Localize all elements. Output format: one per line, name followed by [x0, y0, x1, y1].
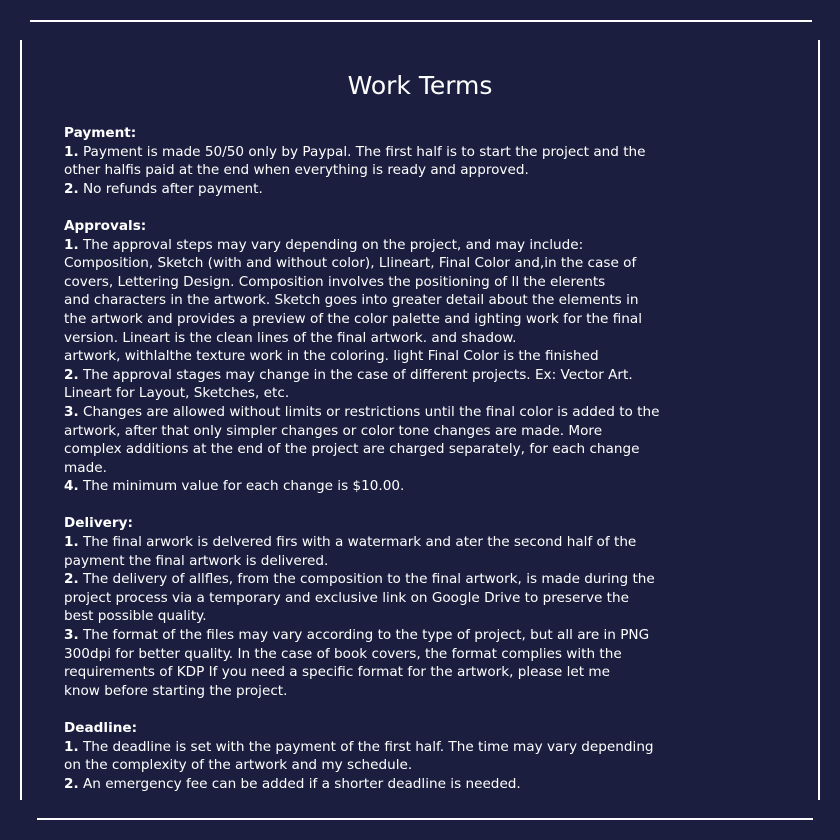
bottom-border-line [37, 818, 813, 820]
section-heading: Payment: [64, 125, 137, 141]
term-number: 3. [64, 403, 79, 420]
term-text: The deadline is set with the payment of the first half. The time may vary depending on the complexity of the artwork and my schedule. [64, 738, 654, 774]
term-item [64, 570, 764, 626]
section-deadline [64, 719, 764, 793]
term-item [64, 366, 764, 403]
section-approvals [64, 217, 764, 496]
term-text: The format of the files may vary according to the type of project, but all are in PNG 300dpi for better quality. In the case of book covers, the format complies with the requirements of KDP If you need a specific format for the artwork, please let me know before starting the project. [64, 627, 650, 699]
page-title: Work Terms [347, 70, 493, 100]
section-payment [64, 124, 764, 198]
term-number: 3. [64, 627, 79, 644]
term-number: 4. [64, 478, 79, 495]
term-number: 1. [64, 534, 79, 551]
term-number: 2. [64, 775, 79, 792]
term-text: The minimum value for each change is $10.00. [82, 478, 405, 495]
section-heading: Delivery: [64, 515, 133, 532]
term-number: 1. [64, 236, 79, 253]
term-item [64, 236, 764, 366]
top-border-line [30, 20, 812, 22]
section-heading: Deadline: [64, 720, 138, 736]
term-number: 2. [64, 366, 79, 383]
section-heading: Approvals: [64, 217, 147, 234]
term-number: 2. [64, 180, 79, 197]
term-text: The approval stages may change in the case of different projects. Ex: Vector Art. Lineart for Layout, Sketches, etc. [64, 366, 633, 402]
section-delivery [64, 514, 764, 700]
term-text: An emergency fee can be added if a shorter deadline is needed. [82, 775, 521, 792]
terms-content [64, 124, 764, 812]
term-item [64, 626, 764, 700]
right-border-line [818, 40, 820, 800]
term-item [64, 143, 764, 180]
term-item [64, 180, 764, 199]
term-number: 1. [64, 738, 79, 755]
term-number: 1. [64, 143, 79, 160]
term-text: Payment is made 50/50 only by Paypal. The first half is to start the project and the other halfis paid at the end when everything is ready and approved. [64, 143, 646, 179]
term-item [64, 738, 764, 775]
term-text: No refunds after payment. [82, 180, 263, 197]
left-border-line [20, 40, 22, 800]
term-item [64, 775, 764, 794]
term-text: Changes are allowed without limits or restrictions until the final color is added to the artwork, after that only simpler changes or color tone changes are made. More complex additions at the end of the project are charged separately, for each change made. [64, 403, 660, 476]
term-text: The approval steps may vary depending on the project, and may include: Composition, Sketch (with and without color), Llineart, Final Color and,in the case of covers, Lettering Design. Composition involves the positioning of ll the elerents and characters in the artwork. Sketch goes into greater detail about the elements in the artwork and provides a preview of the color palette and ighting work for the final version. Lineart is the clean lines of the final artwork. and shadow. artwork, withlalthe texture work in the coloring. light Final Color is the finished [64, 236, 643, 365]
term-item [64, 403, 764, 477]
term-number: 2. [64, 571, 79, 588]
term-text: The delivery of allfles, from the composition to the final artwork, is made during the project process via a temporary and exclusive link on Google Drive to preserve the best possible quality. [64, 571, 655, 625]
term-item [64, 533, 764, 570]
term-item [64, 477, 764, 496]
term-text: The final arwork is delvered firs with a watermark and ater the second half of the payment the final artwork is delivered. [64, 534, 637, 569]
